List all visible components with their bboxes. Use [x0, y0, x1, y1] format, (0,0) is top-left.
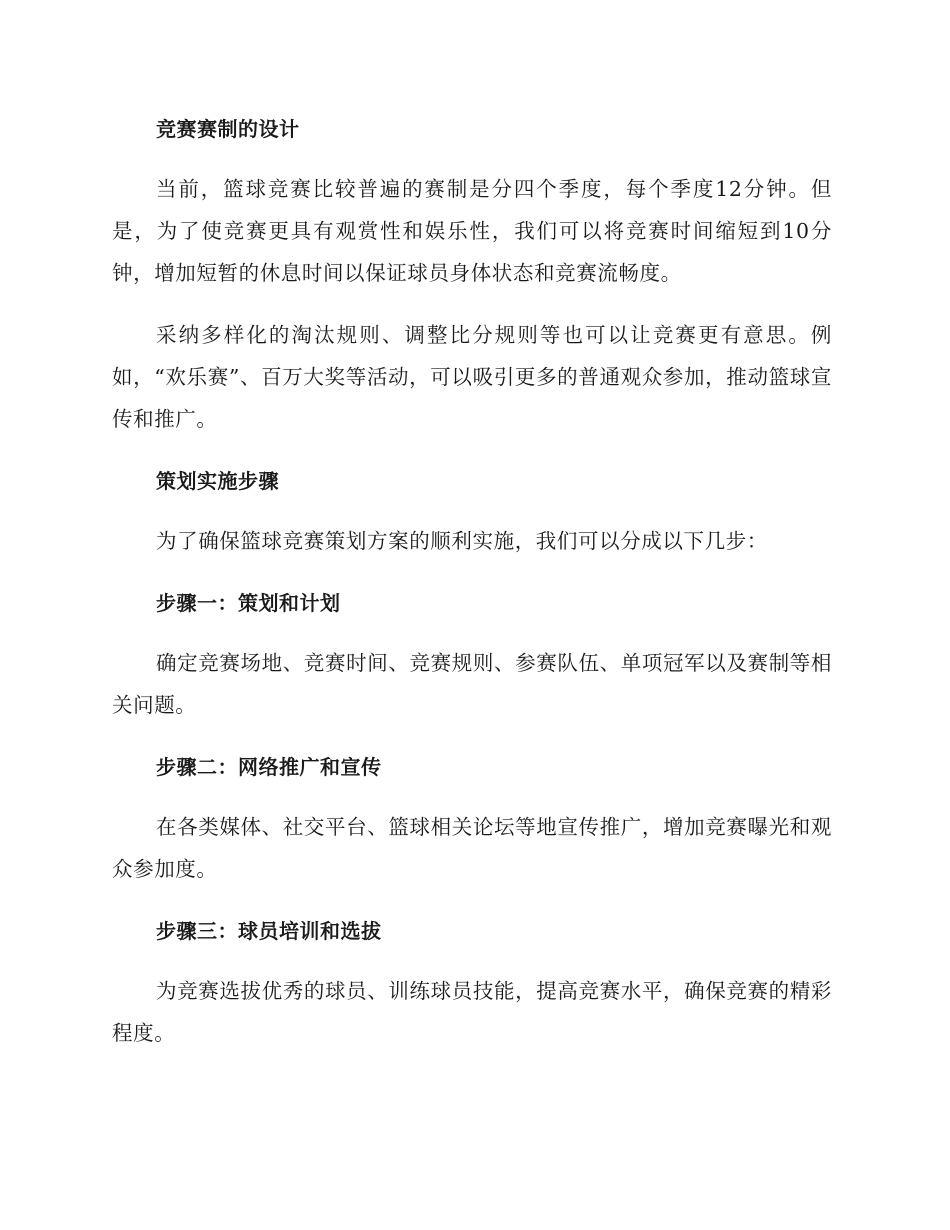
section-heading-step-three: 步骤三：球员培训和选拔 [156, 919, 382, 943]
paragraph-step-three: 为竞赛选拔优秀的球员、训练球员技能，提高竞赛水平，确保竞赛的精彩程度。 [112, 979, 832, 1045]
section-heading-step-one: 步骤一：策划和计划 [156, 591, 341, 615]
document-body [112, 108, 832, 1074]
paragraph-step-one: 确定竞赛场地、竞赛时间、竞赛规则、参赛队伍、单项冠军以及赛制等相关问题。 [112, 651, 832, 717]
section-heading-implementation-steps: 策划实施步骤 [156, 469, 279, 493]
paragraph-step-two: 在各类媒体、社交平台、篮球相关论坛等地宣传推广，增加竞赛曝光和观众参加度。 [112, 815, 832, 881]
section-heading-competition-format: 竞赛赛制的设计 [156, 117, 300, 141]
paragraph-format-timing: 当前，篮球竞赛比较普遍的赛制是分四个季度，每个季度12分钟。但是，为了使竞赛更具有观赏性和娱乐性，我们可以将竞赛时间缩短到10分钟，增加短暂的休息时间以保证球员身体状态和竞赛流畅度。 [112, 177, 832, 285]
paragraph-steps-intro: 为了确保篮球竞赛策划方案的顺利实施，我们可以分成以下几步： [156, 529, 768, 553]
paragraph-format-rules: 采纳多样化的淘汰规则、调整比分规则等也可以让竞赛更有意思。例如，“欢乐赛”、百万大奖等活动，可以吸引更多的普通观众参加，推动篮球宣传和推广。 [112, 323, 832, 431]
section-heading-step-two: 步骤二：网络推广和宣传 [156, 755, 382, 779]
